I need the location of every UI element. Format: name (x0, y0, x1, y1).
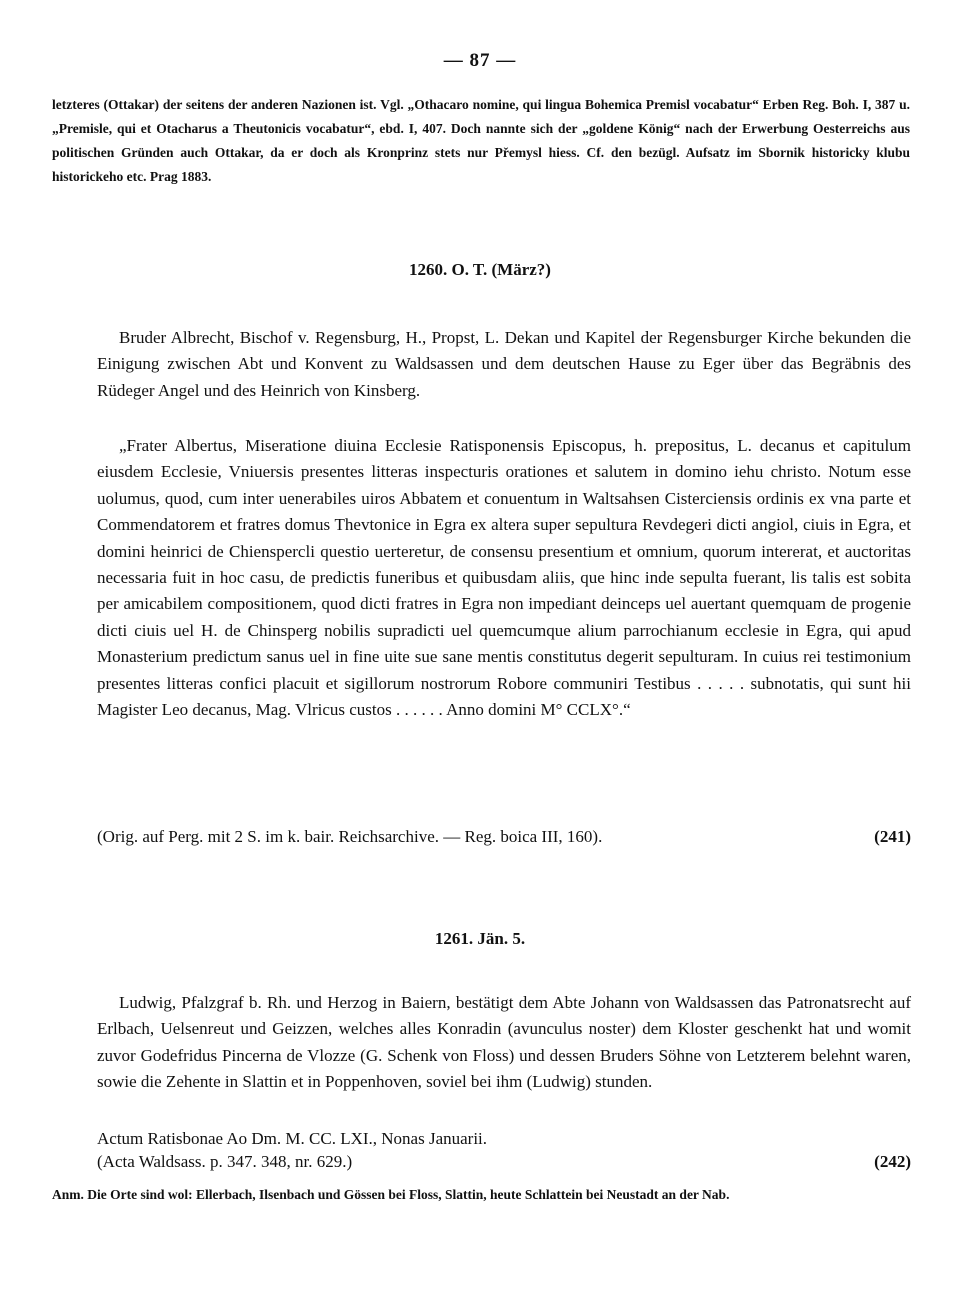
charter-text-1260 (97, 433, 911, 723)
actum-line-1261 (97, 1126, 911, 1152)
footnote-continuation: letzteres (Ottakar) der seitens der anderen Nazionen ist. Vgl. „Othacaro nomine, qui lingua Bohemica Premisl vocabatur“ Erben Reg. Boh. I, 387 u. „Premisle, qui et Otacharus a Theutonicis vocabatur“, ebd. I, 407. Doch nannte sich der „goldene König“ nach der Erwerbung Oesterreichs aus politischen Gründen auch Ottakar, da er doch als Kronprinz stets nur Přemysl hiess. Cf. den bezügl. Aufsatz im Sbornik historicky klubu historickeho etc. Prag 1883. (52, 97, 910, 184)
regest-1261 (97, 990, 911, 1096)
charter-text-1260-body: „Frater Albertus, Miseratione diuina Ecclesie Ratisponensis Episcopus, h. prepositus, L. decanus et capitulum eiusdem Ecclesie, Vniuersis presentes litteras inspecturis orationes et salutem in domino iehu christo. Notum esse uolumus, quod, cum inter uenerabiles uiros Abbatem et conuentum in Waltsahsen Cisterciensis ordinis ex vna parte et Commendatorem et fratres domus Thevtonice in Egra ex altera super sepultura Revdegeri dicti angiol, ciuis in Egra, et domini heinrici de Chienspercli questio uerteretur, de consensu presentium et omnium, quorum intererat, et auctoritas necessaria fuit in hoc casu, de predictis funeribus et quibusdam aliis, que hinc inde sepulta fuerant, lis talis est sobita per amicabilem compositionem, quod dicti fratres in Egra non impediant deinceps uel auertant quemquam de progenie dicti ciuis uel H. de Chinsperg nobilis supradicti uel quemcumque alium parrochianum ecclesie in Egra, qui apud Monasterium predictum sanus uel in fine uite sue sane mentis constitutus degerit sepulturam. In cuius rei testimonium presentes litteras confici placuit et sigillorum nostrorum Robore communiri Testibus . . . . . subnotatis, qui sunt hii Magister Leo decanus, Mag. Vlricus custos . . . . . . Anno domini M° CCLX°.“ (97, 436, 911, 720)
actum-text-1261: Actum Ratisbonae Ao Dm. M. CC. LXI., Nonas Januarii. (97, 1129, 488, 1148)
regest-1261-text: Ludwig, Pfalzgraf b. Rh. und Herzog in Baiern, bestätigt dem Abte Johann von Waldsassen das Patronatsrecht auf Erlbach, Uelsenreut und Geizzen, welches alles Konradin (avunculus noster) dem Kloster geschenkt hat und womit zuvor Godefridus Pincerna de Vlozze (G. Schenk von Floss) und dessen Bruders Söhne von Letzterem belehnt waren, sowie die Zehente in Slattin et in Poppenhoven, soviel bei ihm (Ludwig) stunden. (97, 993, 911, 1092)
source-citation-241: (Orig. auf Perg. mit 2 S. im k. bair. Reichsarchive. — Reg. boica III, 160). (97, 827, 603, 846)
charter-heading-1260: 1260. O. T. (März?) (409, 260, 551, 279)
source-citation-242: (Acta Waldsass. p. 347. 348, nr. 629.) (97, 1152, 353, 1171)
source-line-242 (97, 1152, 911, 1172)
source-line-241 (97, 827, 911, 847)
page-number: — 87 — (443, 50, 517, 71)
regest-1260 (97, 325, 911, 404)
regest-1260-text: Bruder Albrecht, Bischof v. Regensburg, H., Propst, L. Dekan und Kapitel der Regensburger Kirche bekunden die Einigung zwischen Abt und Konvent zu Waldsassen und dem deutschen Hause zu Eger über das Begräbnis des Rüdeger Angel und des Heinrich von Kinsberg. (97, 328, 911, 400)
document-number-241: (241) (874, 827, 911, 846)
charter-heading-1261: 1261. Jän. 5. (434, 929, 526, 948)
document-number-242: (242) (874, 1152, 911, 1171)
annotation-note: Anm. Die Orte sind wol: Ellerbach, Ilsenbach und Gössen bei Floss, Slattin, heute Schlattein bei Neustadt an der Nab. (52, 1187, 730, 1202)
